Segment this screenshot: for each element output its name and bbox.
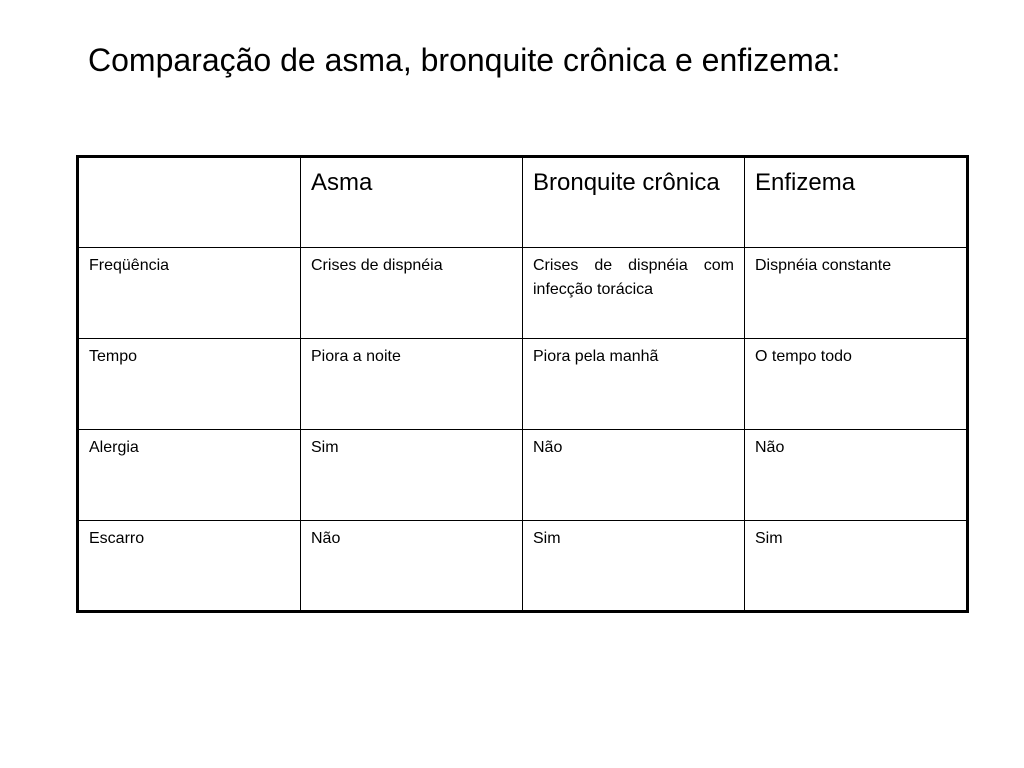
header-cell-enfizema: Enfizema xyxy=(745,157,968,248)
row-label: Escarro xyxy=(78,521,301,612)
slide-title: Comparação de asma, bronquite crônica e enfizema: xyxy=(88,42,841,78)
row-label: Tempo xyxy=(78,339,301,430)
table-row xyxy=(78,248,968,339)
table-cell: Crises de dispnéia com infecção torácica xyxy=(523,248,745,339)
header-cell-bronquite: Bronquite crônica xyxy=(523,157,745,248)
table-cell: Crises de dispnéia xyxy=(301,248,523,339)
table-row xyxy=(78,521,968,612)
table-row xyxy=(78,339,968,430)
table-cell: Piora pela manhã xyxy=(523,339,745,430)
table-cell: Dispnéia constante xyxy=(745,248,968,339)
table-cell: Sim xyxy=(523,521,745,612)
row-label: Freqüência xyxy=(78,248,301,339)
header-cell-empty xyxy=(78,157,301,248)
row-label: Alergia xyxy=(78,430,301,521)
table-cell: O tempo todo xyxy=(745,339,968,430)
table-cell: Não xyxy=(745,430,968,521)
table-cell: Piora a noite xyxy=(301,339,523,430)
table-cell: Não xyxy=(301,521,523,612)
header-row xyxy=(78,157,968,248)
header-cell-asma: Asma xyxy=(301,157,523,248)
comparison-table xyxy=(76,155,969,613)
table-cell: Não xyxy=(523,430,745,521)
table-cell: Sim xyxy=(301,430,523,521)
table-row xyxy=(78,430,968,521)
table-cell: Sim xyxy=(745,521,968,612)
